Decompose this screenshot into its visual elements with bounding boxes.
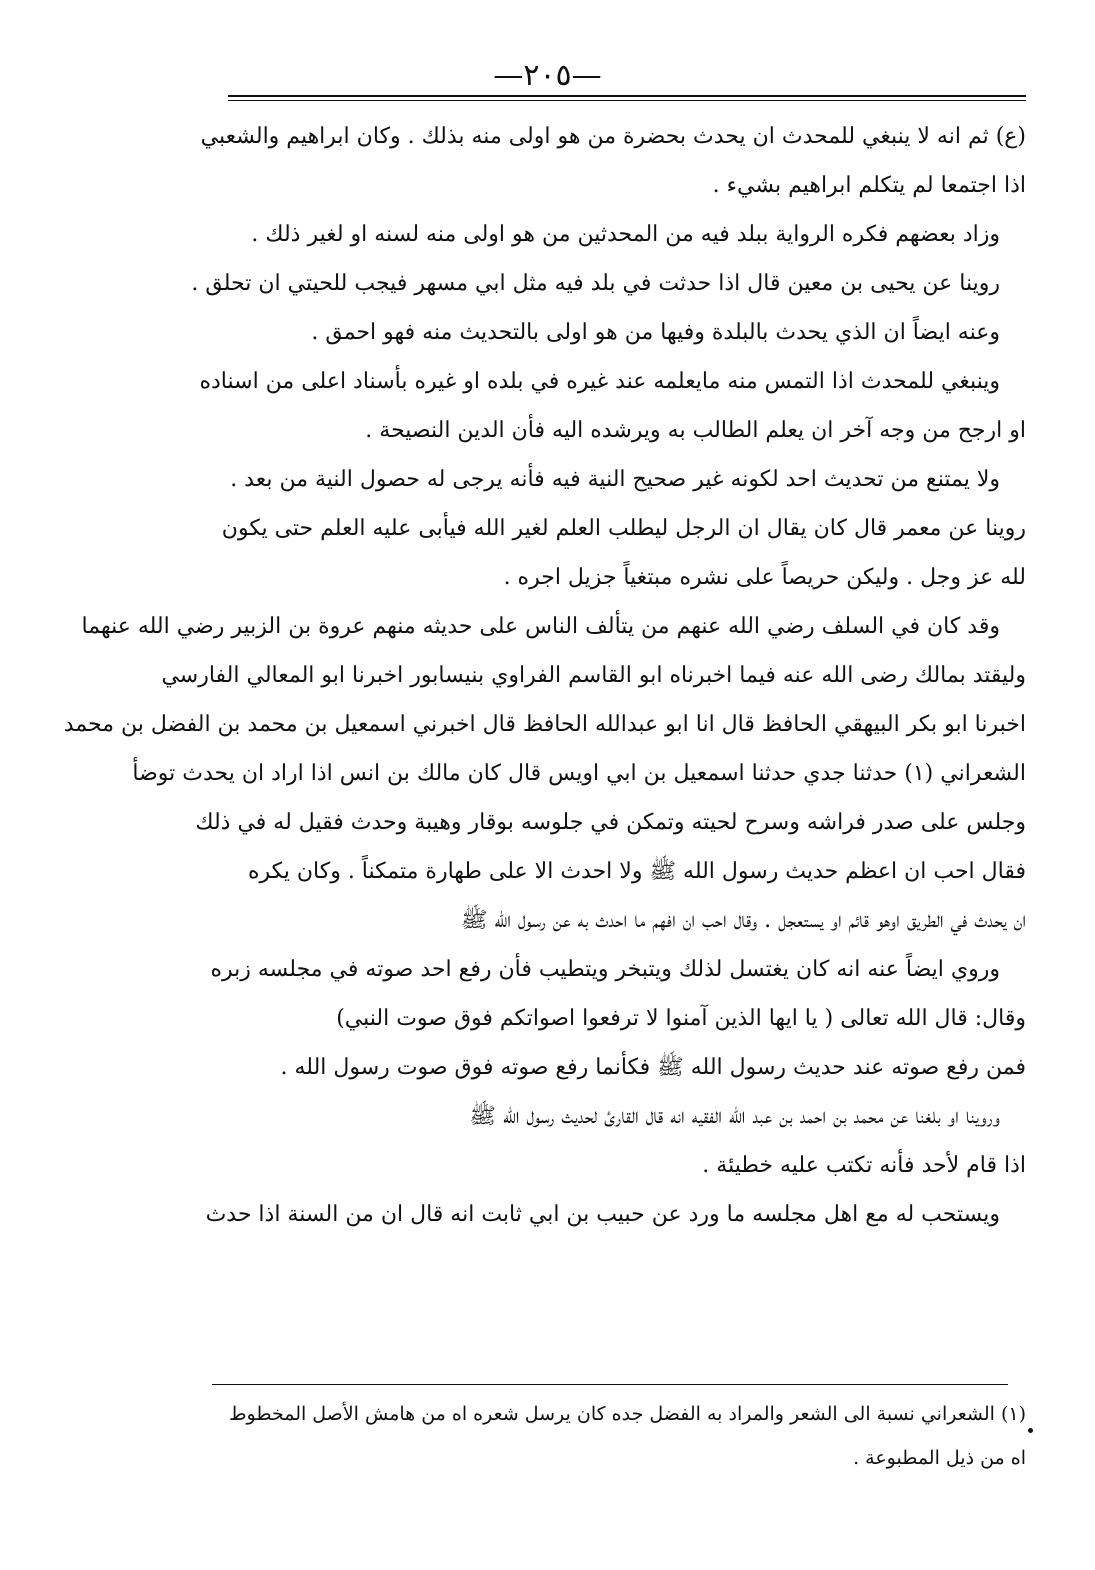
text-line: الشعراني (١) حدثنا جدي حدثنا اسمعيل بن ابي اويس قال كان مالك بن انس اذا اراد ان يحدث توضأ [132, 761, 1026, 786]
text-line: (ع) ثم انه لا ينبغي للمحدث ان يحدث بحضرة من هو اولى منه بذلك . وكان ابراهيم والشعبي [200, 124, 1026, 149]
margin-dot [1028, 1428, 1033, 1433]
text-line: وروينا او بلغنا عن محمد بن احمد بن عبد الله الفقيه انه قال القارئ لحديث رسول الله ﷺ [469, 1104, 1000, 1129]
text-line: روينا عن يحيى بن معين قال اذا حدثت في بلد فيه مثل ابي مسهر فيجب للحيتي ان تحلق . [191, 271, 1000, 296]
text-line: وينبغي للمحدث اذا التمس منه مايعلمه عند غيره في بلده او غيره بأسناد اعلى من اسناده [199, 369, 1000, 394]
text-line: وجلس على صدر فراشه وسرح لحيته وتمكن في جلوسه بوقار وهيبة وحدث فقيل له في ذلك [195, 810, 1026, 835]
header-rule [228, 95, 1026, 97]
body-text [63, 112, 1026, 1239]
text-line: وليقتد بمالك رضى الله عنه فيما اخبرناه ابو القاسم الفراوي بنيسابور اخبرنا ابو المعالي الفارسي [161, 663, 1026, 688]
text-line: وعنه ايضاً ان الذي يحدث بالبلدة وفيها من هو اولى بالتحديث منه فهو احمق . [311, 320, 1000, 345]
text-line: وقال: قال الله تعالى ( يا ايها الذين آمنوا لا ترفعوا اصواتكم فوق صوت النبي) [336, 1006, 1026, 1031]
text-line: وزاد بعضهم فكره الرواية ببلد فيه من المحدثين من هو اولى منه لسنه او لغير ذلك . [251, 222, 1000, 247]
text-line: اذا قام لأحد فأنه تكتب عليه خطيئة . [702, 1153, 1026, 1178]
header-rule-thin [228, 100, 1026, 101]
text-line: او ارجح من وجه آخر ان يعلم الطالب به ويرشده اليه فأن الدين النصيحة . [365, 418, 1026, 443]
text-line: فمن رفع صوته عند حديث رسول الله ﷺ فكأنما رفع صوته فوق صوت رسول الله . [280, 1055, 1026, 1080]
text-line: ولا يمتنع من تحديث احد لكونه غير صحيح النية فيه فأنه يرجى له حصول النية من بعد . [230, 467, 1000, 492]
text-line: ان يحدث في الطريق اوهو قائم او يستعجل . وقال احب ان افهم ما احدث به عن رسول الله ﷺ [460, 908, 1026, 933]
footnote-line: (١) الشعراني نسبة الى الشعر والمراد به الفضل جده كان يرسل شعره اه من هامش الأصل المخطوط [228, 1403, 1026, 1425]
footnote [220, 1392, 1026, 1480]
footnote-rule [212, 1384, 1008, 1385]
text-line: وروي ايضاً عنه انه كان يغتسل لذلك ويتبخر ويتطيب فأن رفع احد صوته في مجلسه زبره [210, 957, 1000, 982]
page-number: —٢٠٥— [493, 58, 602, 93]
footnote-line: اه من ذيل المطبوعة . [853, 1447, 1026, 1469]
text-line: وقد كان في السلف رضي الله عنهم من يتألف الناس على حديثه منهم عروة بن الزبير رضي الله عنهما [81, 614, 1000, 639]
text-line: ويستحب له مع اهل مجلسه ما ورد عن حبيب بن ابي ثابت انه قال ان من السنة اذا حدث [205, 1202, 1000, 1227]
text-line: لله عز وجل . وليكن حريصاً على نشره مبتغياً جزيل اجره . [503, 565, 1026, 590]
text-line: اخبرنا ابو بكر البيهقي الحافظ قال انا ابو عبدالله الحافظ قال اخبرني اسمعيل بن محمد بن الفضل بن محمد [63, 712, 1026, 737]
text-line: اذا اجتمعا لم يتكلم ابراهيم بشيء . [712, 173, 1026, 198]
text-line: فقال احب ان اعظم حديث رسول الله ﷺ ولا احدث الا على طهارة متمكناً . وكان يكره [247, 859, 1026, 884]
text-line: روينا عن معمر قال كان يقال ان الرجل ليطلب العلم لغير الله فيأبى عليه العلم حتى يكون [221, 516, 1026, 541]
